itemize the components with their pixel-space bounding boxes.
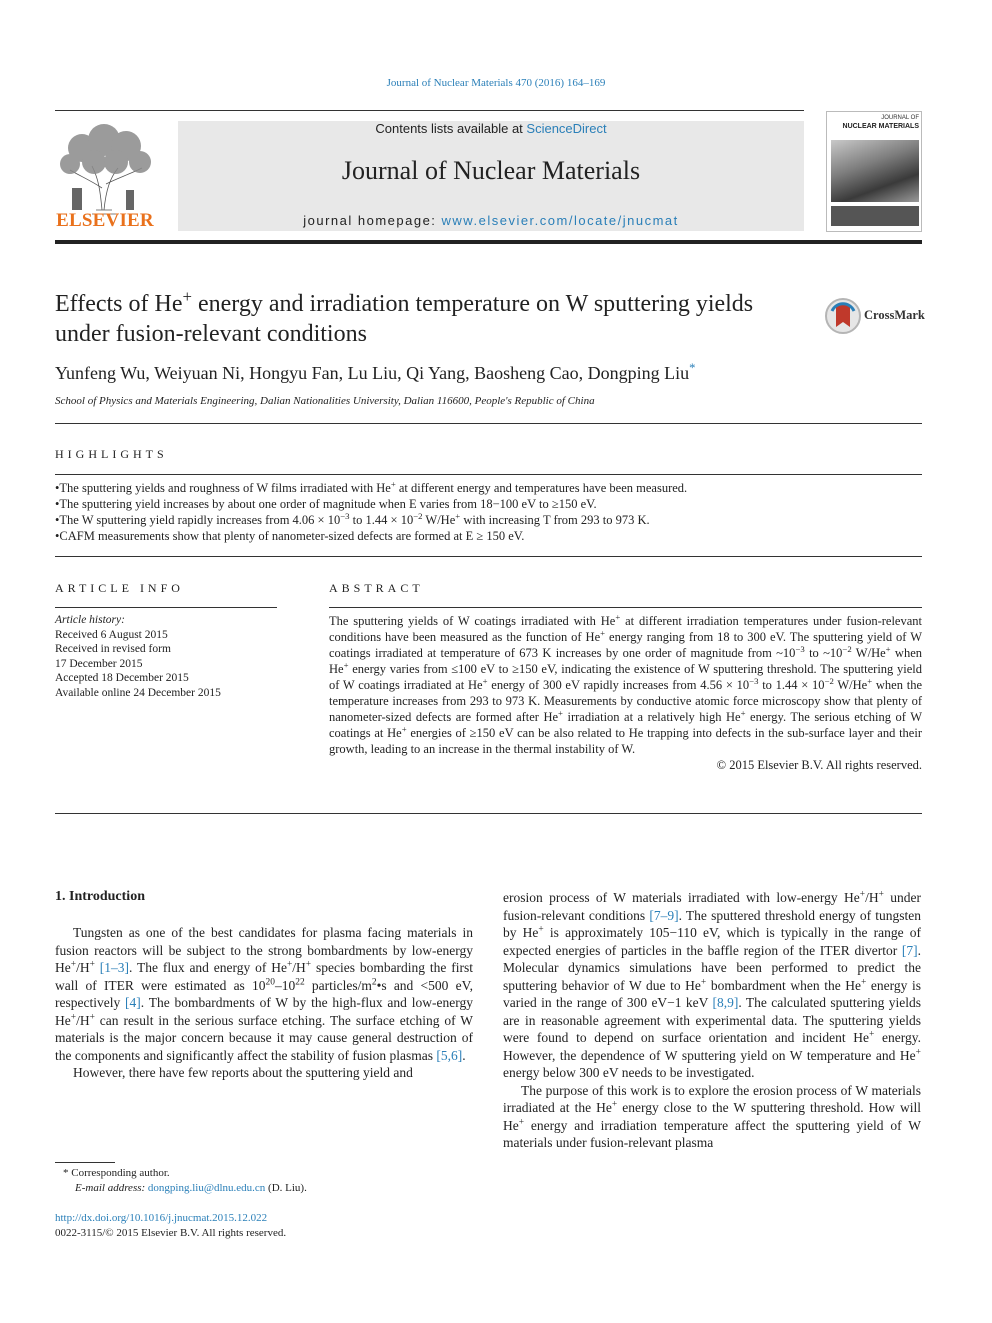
cover-title-1: JOURNAL OF [881, 115, 919, 121]
highlight-item [55, 480, 922, 496]
text-run: . Molecular dynamics simulations have been performed to predict the sputtering behavior of W due to He [503, 942, 921, 993]
rule-highlights-top [55, 474, 922, 475]
abstract-text [329, 613, 922, 757]
text-run: W/He [422, 513, 456, 527]
superscript: + [611, 1099, 618, 1110]
text-run: under fusion-relevant conditions [503, 890, 921, 923]
footnote-rule [55, 1162, 115, 1163]
superscript: + [558, 707, 563, 718]
text-run: W/He [851, 646, 886, 660]
text-run: The purpose of this work is to explore the erosion process of W materials irradiated at the He [503, 1082, 921, 1115]
text-run: The sputtering yields and roughness of W films irradiated with He [59, 481, 391, 495]
text-run: energy. The serious etching of W coatings at He [329, 710, 922, 740]
text-run: /H [76, 960, 90, 975]
bullet-icon: • [55, 513, 60, 527]
superscript: + [861, 977, 867, 987]
superscript: + [518, 1117, 525, 1127]
reference-link[interactable]: [7–9] [649, 907, 679, 923]
superscript: + [600, 627, 606, 638]
cover-band [831, 206, 919, 226]
cover-micrograph [831, 140, 919, 202]
article-info-heading: ARTICLE INFO [55, 581, 184, 595]
superscript: + [89, 1012, 95, 1022]
text-run: The sputtering yields of W coatings irradiated with He [329, 614, 616, 628]
superscript: + [390, 478, 396, 489]
superscript: + [615, 611, 621, 622]
superscript: + [915, 1047, 921, 1057]
superscript: + [869, 1029, 875, 1040]
journal-cover-image [826, 111, 922, 232]
cover-title-2: NUCLEAR MATERIALS [842, 123, 919, 130]
reference-link[interactable]: [7] [901, 942, 918, 958]
text-run: when He [329, 646, 922, 676]
elsevier-wordmark: ELSEVIER [56, 210, 154, 231]
text-run: at different energy and temperatures have been measured. [395, 481, 688, 495]
crossmark-icon [824, 297, 862, 335]
contents-line [178, 121, 804, 136]
author-list [55, 363, 815, 384]
header-thick-rule [55, 240, 922, 244]
text-run: energies of ≥150 eV can be also related to He trapping into defects in the sub-surface layer and their growth, leading to an increase in the thermal instability of W. [329, 726, 922, 756]
header-top-rule [55, 110, 804, 111]
history-item: Received 6 August 2015 [55, 628, 168, 641]
text-run: to ~10 [804, 646, 843, 660]
text-run: energy and irradiation temperature affect the sputtering yield of W materials under fusion-relevant plasma [503, 1117, 921, 1150]
bullet-icon: • [55, 497, 60, 511]
superscript: −3 [795, 643, 805, 654]
contents-prefix: Contents lists available at [375, 121, 527, 136]
superscript: + [286, 959, 293, 970]
body-paragraph [55, 924, 473, 1064]
text-run: The W sputtering yield rapidly increases from 4.06 × 10 [59, 513, 341, 527]
highlights-heading: HIGHLIGHTS [55, 447, 168, 461]
abstract-heading: ABSTRACT [329, 581, 424, 595]
superscript: + [867, 675, 873, 686]
text-run: –10 [274, 977, 296, 993]
superscript: −2 [413, 510, 423, 521]
text-run: species bombarding the first wall of ITER were estimated as 10 [55, 960, 473, 993]
text-run: CAFM measurements show that plenty of nanometer-sized defects are formed at E ≥ 150 eV. [59, 529, 525, 543]
superscript: 22 [295, 977, 305, 987]
superscript: + [878, 889, 884, 900]
superscript: + [305, 959, 312, 970]
journal-citation[interactable]: Journal of Nuclear Materials 470 (2016) 164–169 [386, 77, 606, 89]
doi-block [55, 1211, 475, 1241]
text-run: . [462, 1047, 466, 1063]
history-item: Available online 24 December 2015 [55, 686, 221, 699]
journal-homepage [178, 213, 804, 228]
superscript: + [482, 675, 488, 686]
superscript: + [89, 959, 95, 970]
history-item: Received in revised form [55, 643, 171, 656]
text-run: energy below 300 eV needs to be investigated. [503, 1065, 755, 1080]
title-part-1: Effects of He [55, 291, 183, 317]
reference-link[interactable]: [5,6] [436, 1047, 463, 1063]
superscript: −3 [749, 675, 759, 686]
text-run: when the temperature increases from 293 to 973 K. Measurements by conductive atomic force microscopy show that plenty of nanometer-sized defects are formed after He [329, 678, 922, 724]
superscript: 2 [371, 977, 377, 987]
article-history [55, 613, 277, 701]
corresponding-author-note: * Corresponding author. [63, 1167, 170, 1179]
superscript: + [885, 643, 891, 654]
text-run: The sputtering yield increases by about one order of magnitude when E varies from 18−100 eV to ≥150 eV. [59, 497, 597, 511]
rule-abstract [329, 607, 922, 608]
title-part-2: energy and irradiation temperature on W sputtering yields under fusion-relevant conditions [55, 291, 754, 347]
text-run: irradiation at a relatively high He [562, 710, 741, 724]
text-run: /H [865, 890, 879, 905]
text-run: . The flux and energy of He [129, 960, 287, 975]
rule-highlights-bottom [55, 556, 922, 557]
text-run: energy close to the W sputtering threshold. How will He [503, 1100, 921, 1133]
superscript: + [70, 959, 77, 970]
crossmark-badge[interactable] [824, 296, 924, 336]
text-run: to 1.44 × 10 [349, 513, 414, 527]
text-run: is approximately 105−110 eV, which is typically in the range of expected energies of particles in the baffle region of the ITER divertor [503, 925, 922, 958]
text-run: However, there have few reports about the sputtering yield and [73, 1065, 413, 1080]
text-run: at different irradiation temperatures under fusion-relevant conditions have been measured as the function of He [329, 614, 922, 644]
crossmark-label: CrossMark [864, 308, 925, 322]
text-run: . The calculated sputtering yields are in reasonable agreement with experimental data. The sputtering yields were found to depend on surface orientation and incident He [503, 995, 921, 1045]
highlights-list [55, 480, 922, 544]
footnotes [55, 1166, 475, 1196]
highlight-item [55, 528, 922, 544]
abstract-body [329, 613, 922, 773]
history-item: Accepted 18 December 2015 [55, 672, 189, 685]
body-paragraph [503, 889, 921, 1082]
text-run: erosion process of W materials irradiated with low-energy He [503, 890, 860, 905]
email-label: E-mail address: [75, 1182, 148, 1194]
text-run: . The sputtered threshold energy of tungsten by He [503, 907, 922, 940]
superscript: + [343, 659, 349, 670]
article-title [55, 289, 795, 349]
superscript: + [740, 707, 746, 718]
text-run: /H [76, 1012, 90, 1028]
email-line [55, 1181, 475, 1196]
text-run: with increasing T from 293 to 973 K. [460, 513, 650, 527]
superscript: −2 [842, 643, 852, 654]
text-run: /H [292, 960, 306, 975]
superscript: + [401, 723, 407, 734]
rule-below-abstract [55, 813, 922, 814]
text-run: . The bombardments of W by the high-flux and low-energy He [55, 995, 473, 1028]
text-run: energy ranging from 18 to 300 eV. The sputtering yield of W coatings irradiated at temperature of 673 K increases by one order of magnitude from ~10 [329, 630, 922, 660]
sciencedirect-link[interactable]: ScienceDirect [526, 121, 607, 136]
issn-line: 0022-3115/© 2015 Elsevier B.V. All rights reserved. [55, 1227, 287, 1239]
highlight-item [55, 512, 922, 528]
text-run: Tungsten as one of the best candidates for plasma facing materials in fusion reactors will be subject to the strong bombardments by low-energy He [55, 925, 473, 975]
reference-link[interactable]: [4] [125, 995, 141, 1010]
superscript: + [700, 977, 707, 987]
title-superscript: + [182, 287, 192, 306]
bullet-icon: • [55, 529, 60, 543]
text-run: energy. However, the dependence of W sputtering yield on W temperature and He [503, 1030, 921, 1063]
corresponding-author-mark[interactable]: * [689, 361, 696, 375]
superscript: −2 [824, 675, 834, 686]
text-run: can result in the serious surface etching. The surface etching of W materials is the major concern because it may cause general destruction of the components and significantly affect the stability of fusion plasmas [55, 1012, 473, 1063]
text-run: energy varies from ≤100 eV to ≥150 eV, indicating the existence of W sputtering threshold. The sputtering yield of W coatings irradiated at He [329, 662, 922, 692]
authors-text: Yunfeng Wu, Weiyuan Ni, Hongyu Fan, Lu Liu, Qi Yang, Baosheng Cao, Dongping Liu [55, 363, 690, 383]
superscript: 20 [265, 977, 275, 987]
body-column-left [55, 924, 473, 1082]
text-run: energy is varied in the range of 300 eV−1 keV [503, 977, 921, 1010]
rule-above-highlights [55, 423, 922, 424]
text-run: particles/m [304, 977, 372, 993]
homepage-prefix: journal homepage: [303, 213, 442, 228]
text-run: •s and <500 eV, respectively [55, 977, 473, 1010]
highlight-item [55, 496, 922, 512]
reference-link[interactable]: [1–3] [99, 960, 130, 975]
homepage-link[interactable]: www.elsevier.com/locate/jnucmat [441, 213, 679, 228]
text-run: bombardment when the He [706, 977, 862, 993]
superscript: + [859, 889, 866, 900]
superscript: + [70, 1012, 77, 1022]
rule-article-info [55, 607, 277, 608]
bullet-icon: • [55, 481, 60, 495]
section-heading-introduction: 1. Introduction [55, 889, 145, 904]
email-link[interactable]: dongping.liu@dlnu.edu.cn [147, 1182, 266, 1194]
abstract-copyright: © 2015 Elsevier B.V. All rights reserved. [716, 758, 922, 772]
history-label: Article history: [55, 614, 125, 626]
reference-link[interactable]: [8,9] [712, 995, 739, 1010]
history-item: 17 December 2015 [55, 657, 143, 670]
superscript: + [538, 924, 544, 935]
body-paragraph [55, 1064, 473, 1082]
superscript: −3 [340, 510, 350, 521]
text-run: W/He [833, 678, 868, 692]
text-run: energy of 300 eV rapidly increases from 4.56 × 10 [487, 678, 750, 692]
text-run: to 1.44 × 10 [758, 678, 825, 692]
doi-link[interactable]: http://dx.doi.org/10.1016/j.jnucmat.2015.12.022 [55, 1212, 268, 1224]
superscript: + [455, 510, 461, 521]
email-suffix: (D. Liu). [265, 1182, 307, 1194]
body-paragraph [503, 1082, 921, 1152]
journal-name: Journal of Nuclear Materials [341, 156, 641, 185]
affiliation: School of Physics and Materials Engineering, Dalian Nationalities University, Dalian 116600, People's Republic of China [55, 395, 595, 407]
body-column-right [503, 889, 921, 1152]
